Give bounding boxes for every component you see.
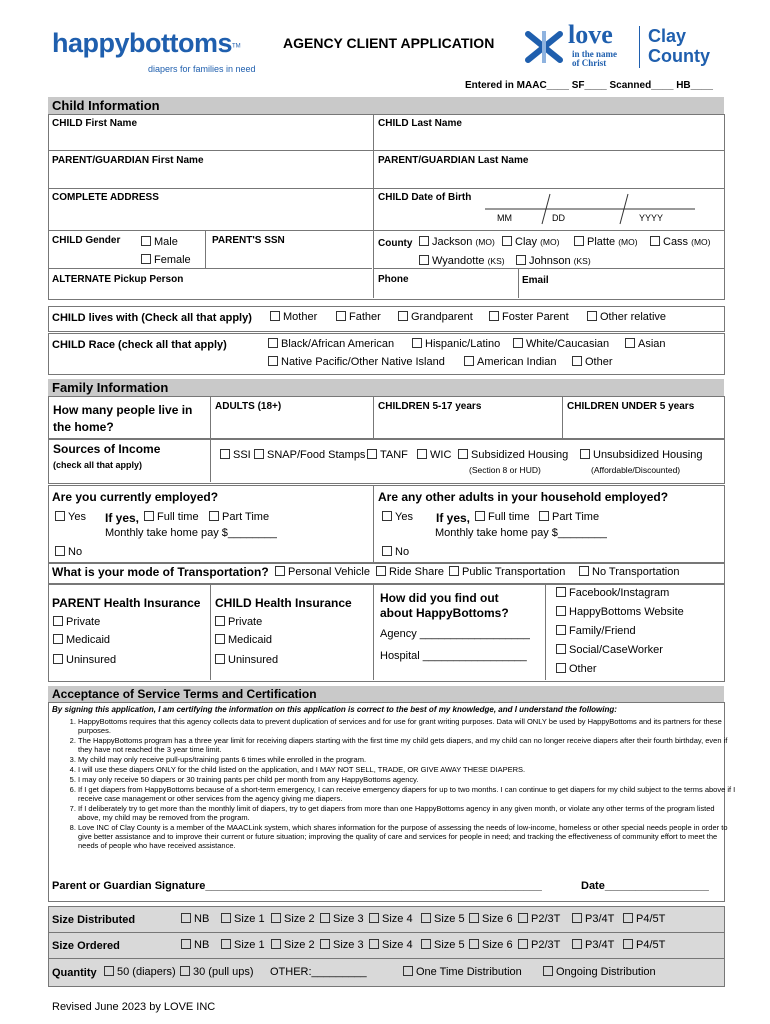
income-sub-label: (check all that apply) <box>53 460 143 470</box>
child-info-heading: Child Information <box>48 97 724 114</box>
county-cass-checkbox[interactable]: Cass (MO) <box>650 236 710 248</box>
row-divider-1 <box>48 150 724 151</box>
others-no-checkbox[interactable]: No <box>382 546 409 558</box>
race-native-pacific-checkbox[interactable]: Native Pacific/Other Native Island <box>268 356 445 368</box>
county-platte-checkbox[interactable]: Platte (MO) <box>574 236 638 248</box>
county-jackson-checkbox[interactable]: Jackson (MO) <box>419 236 495 248</box>
col-divider-1 <box>373 114 374 298</box>
logo-tm: TM <box>232 43 241 50</box>
ord-size2-checkbox[interactable]: Size 2 <box>271 939 315 951</box>
cross-hands-icon <box>524 28 564 66</box>
one-time-distribution-checkbox[interactable]: One Time Distribution <box>403 966 522 978</box>
parent-ssn-field[interactable]: PARENT'S SSN <box>212 235 285 246</box>
dist-size4-checkbox[interactable]: Size 4 <box>369 913 413 925</box>
employed-full-time-checkbox[interactable]: Full time <box>144 511 199 523</box>
ongoing-distribution-checkbox[interactable]: Ongoing Distribution <box>543 966 656 978</box>
race-black-checkbox[interactable]: Black/African American <box>268 338 394 350</box>
children-under-5-field[interactable]: CHILDREN UNDER 5 years <box>567 401 695 412</box>
term-item: 1. HappyBottoms requires that this agency collects data to prevent duplication of services and for use for grant writing purposes. Data will ONLY be used by HappyBottoms and its partners for these purposes. <box>78 717 738 735</box>
child-last-name-field[interactable]: CHILD Last Name <box>378 118 462 129</box>
qty-other-field[interactable]: OTHER:_________ <box>270 966 367 978</box>
ord-p34t-checkbox[interactable]: P3/4T <box>572 939 614 951</box>
transport-personal-checkbox[interactable]: Personal Vehicle <box>275 566 370 578</box>
transport-public-checkbox[interactable]: Public Transportation <box>449 566 565 578</box>
size-ordered-row <box>181 939 721 953</box>
ord-nb-checkbox[interactable]: NB <box>181 939 209 951</box>
ord-size3-checkbox[interactable]: Size 3 <box>320 939 364 951</box>
dist-size2-checkbox[interactable]: Size 2 <box>271 913 315 925</box>
form-title: AGENCY CLIENT APPLICATION <box>283 35 495 51</box>
qty-30-checkbox[interactable]: 30 (pull ups) <box>180 966 254 978</box>
gender-male-checkbox[interactable]: Male <box>141 236 178 248</box>
term-item: 6. If I get diapers from HappyBottoms because of a short-term emergency, I can receive emergency diapers for up to two months. I can continue to get diapers for my child subject to the terms above if I receive case management or other services from the agency giving me diapers. <box>78 785 738 803</box>
logo-text: happybottoms <box>52 28 232 58</box>
adults-field[interactable]: ADULTS (18+) <box>215 401 282 412</box>
agency-field[interactable]: Agency __________________ <box>380 628 530 640</box>
term-item: 3. My child may only receive pull-ups/training pants 6 times while enrolled in the program. <box>78 755 738 764</box>
ord-size4-checkbox[interactable]: Size 4 <box>369 939 413 951</box>
gender-female-checkbox[interactable]: Female <box>141 254 191 266</box>
parent-insurance-label: PARENT Health Insurance <box>52 596 201 610</box>
find-social-checkbox[interactable]: Social/CaseWorker <box>556 644 663 656</box>
dob-mm: MM <box>497 213 512 223</box>
transport-none-checkbox[interactable]: No Transportation <box>579 566 679 578</box>
county-johnson-checkbox[interactable]: Johnson (KS) <box>516 255 591 267</box>
child-insurance-label: CHILD Health Insurance <box>215 596 352 610</box>
lives-foster-checkbox[interactable]: Foster Parent <box>489 311 569 323</box>
parent-first-name-field[interactable]: PARENT/GUARDIAN First Name <box>52 155 204 166</box>
child-ins-private-checkbox[interactable]: Private <box>215 616 262 628</box>
county-word: County <box>648 46 710 66</box>
employed-no-checkbox[interactable]: No <box>55 546 82 558</box>
race-asian-checkbox[interactable]: Asian <box>625 338 666 350</box>
child-ins-uninsured-checkbox[interactable]: Uninsured <box>215 654 278 666</box>
employed-if-yes: If yes, <box>105 511 140 525</box>
dob-field[interactable]: CHILD Date of Birth <box>378 192 472 203</box>
office-row-div-1 <box>48 932 725 933</box>
dist-size1-checkbox[interactable]: Size 1 <box>221 913 265 925</box>
dist-nb-checkbox[interactable]: NB <box>181 913 209 925</box>
dist-p23t-checkbox[interactable]: P2/3T <box>518 913 560 925</box>
county-wyandotte-checkbox[interactable]: Wyandotte (KS) <box>419 255 505 267</box>
lives-with-label: CHILD lives with (Check all that apply) <box>52 312 252 324</box>
ord-p45t-checkbox[interactable]: P4/5T <box>623 939 665 951</box>
row-divider-3 <box>48 230 724 231</box>
income-tanf-checkbox[interactable]: TANF <box>367 449 408 461</box>
ord-size1-checkbox[interactable]: Size 1 <box>221 939 265 951</box>
income-wic-checkbox[interactable]: WIC <box>417 449 451 461</box>
phone-email-divider <box>518 268 519 298</box>
employment-div <box>373 485 374 562</box>
find-website-checkbox[interactable]: HappyBottoms Website <box>556 606 684 618</box>
dist-size5-checkbox[interactable]: Size 5 <box>421 913 465 925</box>
lives-father-checkbox[interactable]: Father <box>336 311 381 323</box>
race-other-checkbox[interactable]: Other <box>572 356 613 368</box>
row-divider-4 <box>48 268 372 269</box>
dob-yyyy: YYYY <box>639 213 664 223</box>
email-field[interactable]: Email <box>522 275 549 286</box>
others-part-time-checkbox[interactable]: Part Time <box>539 511 599 523</box>
transport-ride-share-checkbox[interactable]: Ride Share <box>376 566 444 578</box>
qty-50-checkbox[interactable]: 50 (diapers) <box>104 966 176 978</box>
love-inc-logo <box>524 20 719 70</box>
row-divider-5 <box>373 268 724 269</box>
parent-ins-medicaid-checkbox[interactable]: Medicaid <box>53 634 110 646</box>
entered-line: Entered in MAAC____ SF____ Scanned____ HB____ <box>465 80 713 91</box>
phone-field[interactable]: Phone <box>378 274 409 285</box>
find-out-question: How did you find out about HappyBottoms? <box>380 591 509 620</box>
size-distributed-label: Size Distributed <box>52 914 136 926</box>
quantity-label: Quantity <box>52 967 97 979</box>
hospital-field[interactable]: Hospital _________________ <box>380 650 527 662</box>
affordable-note: (Affordable/Discounted) <box>591 465 681 475</box>
race-hispanic-checkbox[interactable]: Hispanic/Latino <box>412 338 500 350</box>
terms-list <box>52 717 738 851</box>
family-info-heading: Family Information <box>48 379 724 396</box>
love-sub-2: of Christ <box>572 58 607 68</box>
child-ins-medicaid-checkbox[interactable]: Medicaid <box>215 634 272 646</box>
term-item: 5. I may only receive 50 diapers or 30 training pants per child per month from any HappyBottoms agency. <box>78 775 738 784</box>
others-yes-checkbox[interactable]: Yes <box>382 511 413 523</box>
employed-part-time-checkbox[interactable]: Part Time <box>209 511 269 523</box>
dist-size3-checkbox[interactable]: Size 3 <box>320 913 364 925</box>
others-full-time-checkbox[interactable]: Full time <box>475 511 530 523</box>
transport-question: What is your mode of Transportation? <box>52 565 269 579</box>
race-american-indian-checkbox[interactable]: American Indian <box>464 356 557 368</box>
insurance-div-1 <box>210 584 211 680</box>
terms-intro: By signing this application, I am certifying the information on this application is correct to the best of my knowledge, and I understand the following: <box>52 705 617 714</box>
parent-ins-private-checkbox[interactable]: Private <box>53 616 100 628</box>
term-item: 4. I will use these diapers ONLY for the child listed on the application, and I MAY NOT SELL, TRADE, OR GIVE AWAY THESE DIAPERS. <box>78 765 738 774</box>
county-clay-checkbox[interactable]: Clay (MO) <box>502 236 559 248</box>
happybottoms-logo <box>52 28 241 59</box>
col-divider-ssn <box>205 230 206 268</box>
employed-yes-checkbox[interactable]: Yes <box>55 511 86 523</box>
alternate-pickup-field[interactable]: ALTERNATE Pickup Person <box>52 274 184 285</box>
dist-size6-checkbox[interactable]: Size 6 <box>469 913 513 925</box>
dist-p45t-checkbox[interactable]: P4/5T <box>623 913 665 925</box>
find-facebook-checkbox[interactable]: Facebook/Instagram <box>556 587 669 599</box>
gender-label: CHILD Gender <box>52 235 121 246</box>
others-if-yes: If yes, <box>436 511 471 525</box>
term-item: 7. If I deliberately try to get more than the monthly limit of diapers, try to get diapers from more than one HappyBottoms agency in any given month, or violate any other terms of the program listed above, my child may be removed from the program. <box>78 804 738 822</box>
ord-p23t-checkbox[interactable]: P2/3T <box>518 939 560 951</box>
love-sub-1: in the name <box>572 49 617 59</box>
revised-footer: Revised June 2023 by LOVE INC <box>52 1001 216 1013</box>
parent-ins-uninsured-checkbox[interactable]: Uninsured <box>53 654 116 666</box>
terms-heading: Acceptance of Service Terms and Certification <box>48 686 724 702</box>
insurance-div-3 <box>545 584 546 680</box>
lives-grandparent-checkbox[interactable]: Grandparent <box>398 311 473 323</box>
dob-dd: DD <box>552 213 565 223</box>
signature-line[interactable]: Parent or Guardian Signature_______________________________________________________ <box>52 880 542 892</box>
other-adults-employed-question: Are any other adults in your household employed? <box>378 490 669 504</box>
love-word: love <box>568 20 613 49</box>
how-many-label: How many people live in the home? <box>53 403 193 434</box>
logo-divider <box>639 26 640 68</box>
income-div <box>210 438 211 482</box>
size-distributed-row <box>181 913 721 927</box>
logo-tagline: diapers for families in need <box>148 64 256 74</box>
dist-p34t-checkbox[interactable]: P3/4T <box>572 913 614 925</box>
find-family-checkbox[interactable]: Family/Friend <box>556 625 636 637</box>
employed-question: Are you currently employed? <box>52 490 219 504</box>
size-ordered-label: Size Ordered <box>52 940 120 952</box>
household-div-2 <box>373 396 374 438</box>
find-other-checkbox[interactable]: Other <box>556 663 597 675</box>
employed-monthly-pay[interactable]: Monthly take home pay $________ <box>105 527 277 539</box>
county-label: County <box>378 238 413 249</box>
term-item: 2. The HappyBottoms program has a three year limit for receiving diapers starting with the first time my child gets diapers, and my child can no longer receive diapers after their fourth birthday, even if they have not reached the 3 year time limit. <box>78 736 738 754</box>
income-ssi-checkbox[interactable]: SSI <box>220 449 251 461</box>
household-div-3 <box>562 396 563 438</box>
race-white-checkbox[interactable]: White/Caucasian <box>513 338 609 350</box>
children-5-17-field[interactable]: CHILDREN 5-17 years <box>378 401 482 412</box>
lives-mother-checkbox[interactable]: Mother <box>270 311 317 323</box>
clay-word: Clay <box>648 26 687 46</box>
child-first-name-field[interactable]: CHILD First Name <box>52 118 138 129</box>
parent-last-name-field[interactable]: PARENT/GUARDIAN Last Name <box>378 155 529 166</box>
date-line[interactable]: Date_________________ <box>581 880 709 892</box>
section8-note: (Section 8 or HUD) <box>469 465 541 475</box>
income-subsidized-checkbox[interactable]: Subsidized Housing <box>458 449 568 461</box>
ord-size6-checkbox[interactable]: Size 6 <box>469 939 513 951</box>
race-label: CHILD Race (check all that apply) <box>52 339 227 351</box>
address-field[interactable]: COMPLETE ADDRESS <box>52 192 159 203</box>
insurance-div-2 <box>373 584 374 680</box>
office-row-div-2 <box>48 958 725 959</box>
income-label: Sources of Income <box>53 442 161 456</box>
income-snap-checkbox[interactable]: SNAP/Food Stamps <box>254 449 365 461</box>
term-item: 8. Love INC of Clay County is a member of the MAACLink system, which shares information for the purpose of assessing the needs of low-income, homeless or other special needs people in order to give better assistance and to improve their current or future situation; improving the quality of care and services for people in need; and tracking the effectiveness of community effort to meet the needs of people who have received assistance. <box>78 823 738 850</box>
lives-other-relative-checkbox[interactable]: Other relative <box>587 311 666 323</box>
others-monthly-pay[interactable]: Monthly take home pay $________ <box>435 527 607 539</box>
ord-size5-checkbox[interactable]: Size 5 <box>421 939 465 951</box>
household-div-1 <box>210 396 211 438</box>
income-unsubsidized-checkbox[interactable]: Unsubsidized Housing <box>580 449 702 461</box>
